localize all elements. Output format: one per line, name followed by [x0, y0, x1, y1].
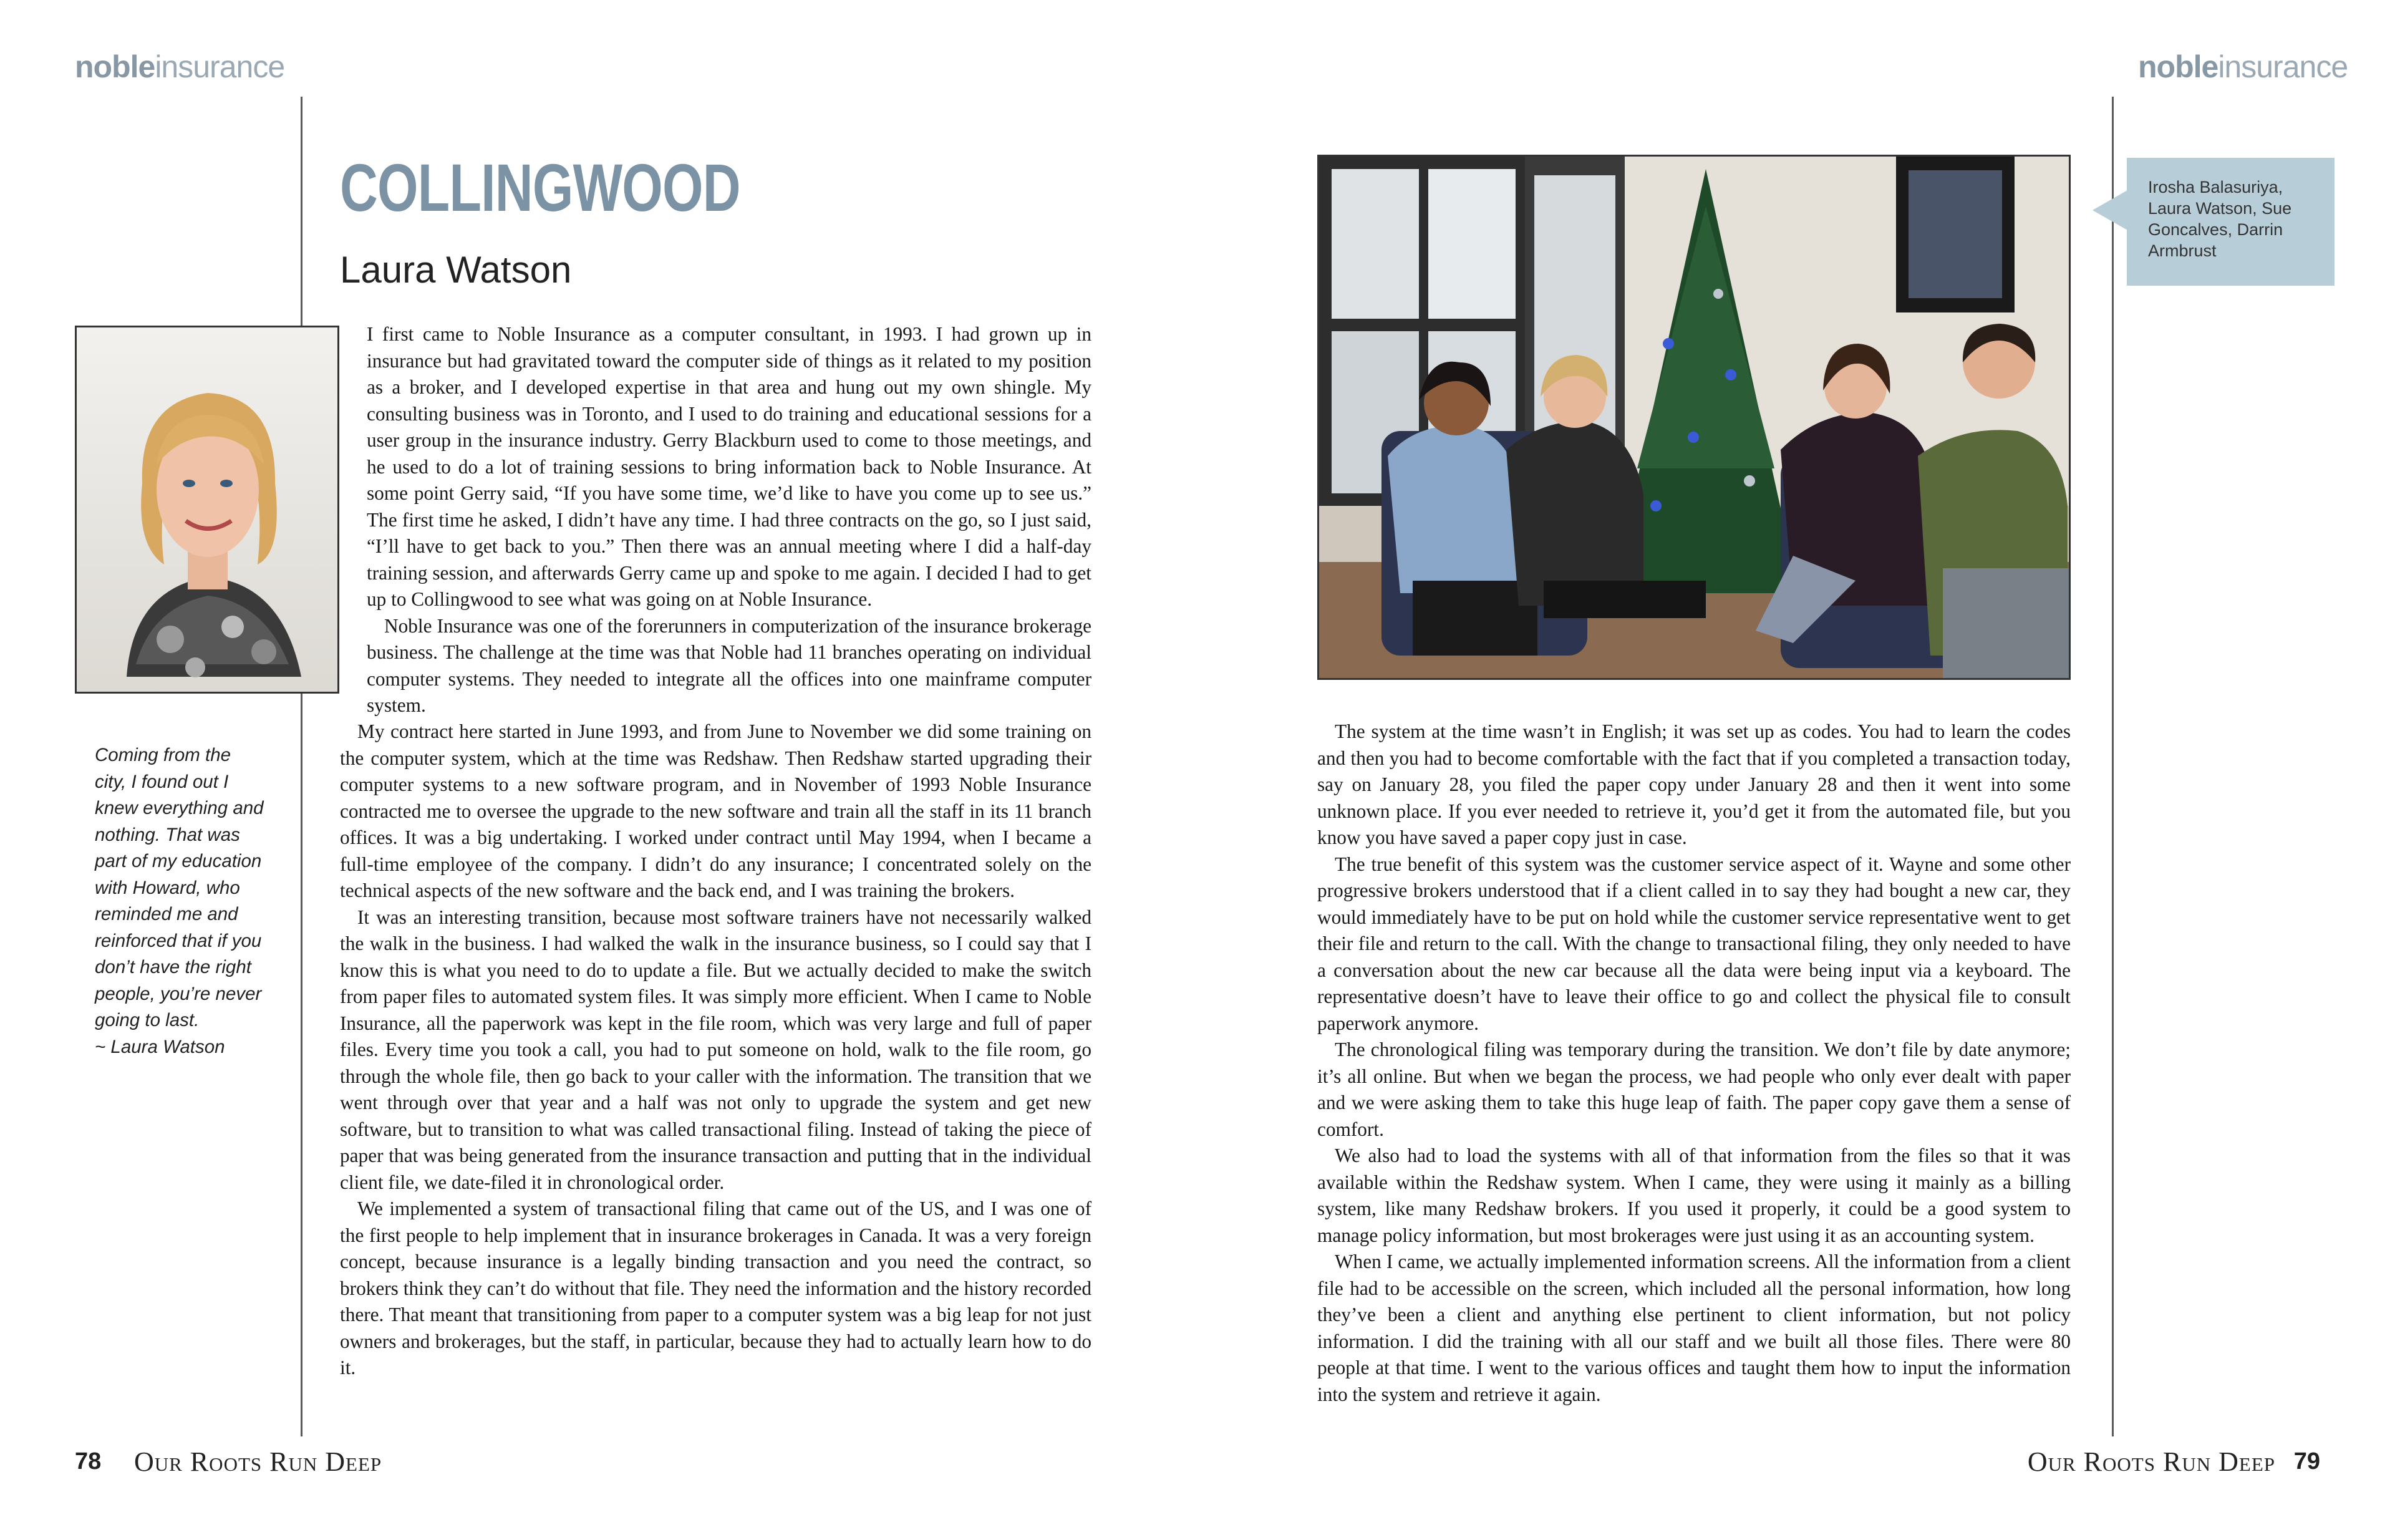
- author-name: Laura Watson: [340, 249, 572, 291]
- pull-quote: Coming from the city, I found out I knew everything and nothing. That was part of my education with Howard, who reminded me and reinforced that if you don’t have the right people, you’re never going to last. ~ Laura Watson: [95, 745, 264, 1057]
- running-title-left: Our Roots Run Deep: [134, 1446, 382, 1477]
- portrait-illustration: [77, 327, 339, 694]
- paragraph: The true benefit of this system was the customer service aspect of it. Wayne and some other progressive brokers understood that if a client called in to say they had bought a new car, they would immediately have to be put on hold while the customer service representative went to get their file and return to the call. With the change to transactional filing, they only needed to have a conversation about the new car because all the data were being input via a keyboard. The representative doesn’t have to leave their office to go and collect the physical file to consult paperwork anymore.: [1317, 853, 2071, 1034]
- body-text-intro: [367, 321, 1091, 719]
- left-margin-rule: [301, 97, 302, 1436]
- running-title-right: Our Roots Run Deep: [2027, 1446, 2275, 1477]
- paragraph: The chronological filing was temporary during the transition. We don’t file by date anymore; it’s all online. But when we began the process, we had people who only ever dealt with paper and we were asking them to take this huge leap of faith. The paper copy gave them a sense of comfort.: [1317, 1039, 2071, 1140]
- right-margin-rule: [2112, 97, 2114, 1436]
- page-number-left: 78: [75, 1448, 102, 1475]
- paragraph: I first came to Noble Insurance as a computer consultant, in 1993. I had grown up in insurance but had gravitated toward the computer side of things as it related to my position as a broker, and I developed expertise in that area and hung out my own shingle. My consulting business was in Toronto, and I used to do training and educational sessions for a user group in the insurance industry. Gerry Blackburn used to come to those meetings, and he used to do a lot of training sessions to bring information back to Noble Insurance. At some point Gerry said, “If you have some time, we’d like to have you come up to see us.” The first time he asked, I didn’t have any time. I had three contracts on the go, so I just said, “I’ll have to get back to you.” Then there was an annual meeting where I did a half-day training session, and afterwards Gerry came up and spoke to me again. I decided I had to get up to Collingwood to see what was going on at Noble Insurance.: [367, 323, 1091, 610]
- portrait-photo: [75, 326, 339, 694]
- noble-insurance-logo-left: nobleinsurance: [75, 49, 285, 84]
- group-photo: [1317, 155, 2071, 680]
- paragraph: It was an interesting transition, because most software trainers have not necessarily walked the walk in the business. I had walked the walk in the insurance business, so I could say that I know this is what you need to do to update a file. But we actually decided to make the switch from paper files to automated system files. It was simply more efficient. When I came to Noble Insurance, all the paperwork was kept in the file room, which was very large and full of paper files. Every time you took a call, you had to put someone on hold, walk to the file room, go through the whole file, then go back to your caller with the information. The transition that we went through over that year and a half was not only to upgrade the system and get new software, but to transition to what was called transactional filing. Instead of taking the piece of paper that was being generated from the insurance transaction and putting that in the individual client file, we date-filed it in chronological order.: [340, 906, 1091, 1193]
- body-text-right: [1317, 719, 2071, 1408]
- page-number-right: 79: [2293, 1448, 2320, 1475]
- paragraph: We also had to load the systems with all of that information from the files so that it was available within the Redshaw system. When I came, they were using it mainly as a billing system, like many Redshaw brokers. If you used it properly, it could be a good system to manage policy information, but most brokerages were just using it as an accounting system.: [1317, 1145, 2071, 1246]
- paragraph: We implemented a system of transactional filing that came out of the US, and I was one of the first people to help implement that in insurance brokerages in Canada. It was a very foreign concept, because insurance is a legally binding transaction and you need the contract, so brokers think they can’t do without that file. They need the information and the history recorded there. That meant that transitioning from paper to a computer system was a big leap for not just owners and brokerages, but the staff, in particular, because they had to actually learn how to do it.: [340, 1198, 1091, 1378]
- paragraph: My contract here started in June 1993, and from June to November we did some training on the computer system, which at the time was Redshaw. Then Redshaw started upgrading their computer systems to a new software program, and in November of 1993 Noble Insurance contracted me to oversee the upgrade to the new software and train all the staff in its 11 branch offices. It was a big undertaking. I worked under contract until May 1994, when I became a full-time employee of the company. I didn’t do any insurance; I concentrated solely on the technical aspects of the new software and the back end, and I was training the brokers.: [340, 720, 1091, 901]
- photo-caption: Irosha Balasuriya, Laura Watson, Sue Goncalves, Darrin Armbrust: [2127, 158, 2335, 286]
- paragraph: The system at the time wasn’t in English; it was set up as codes. You had to learn the codes and then you had to become comfortable with the fact that if you completed a transaction today, say on January 28, you filed the paper copy under January 28 and then it went into some unknown place. If you ever needed to retrieve it, you’d get it from the automated file, but you know you have saved a paper copy just in case.: [1317, 720, 2071, 848]
- caption-pointer: [2093, 190, 2127, 230]
- paragraph: When I came, we actually implemented information screens. All the information from a client file had to be accessible on the screen, which included all the personal information, how long they’ve been a client and anything else pertinent to client information, but not policy information. I did the training with all our staff and we built all those files. There were 80 people at that time. I went to the various offices and taught them how to input the information into the system and retrieve it again.: [1317, 1251, 2071, 1405]
- body-text-main: [340, 719, 1091, 1382]
- group-photo-illustration: [1319, 157, 2071, 680]
- section-title: COLLINGWOOD: [340, 150, 740, 225]
- paragraph: Noble Insurance was one of the forerunners in computerization of the insurance brokerage business. The challenge at the time was that Noble had 11 branches operating on individual computer systems. They needed to integrate all the offices into one mainframe computer system.: [367, 614, 1091, 716]
- noble-insurance-logo-right: nobleinsurance: [2138, 49, 2348, 84]
